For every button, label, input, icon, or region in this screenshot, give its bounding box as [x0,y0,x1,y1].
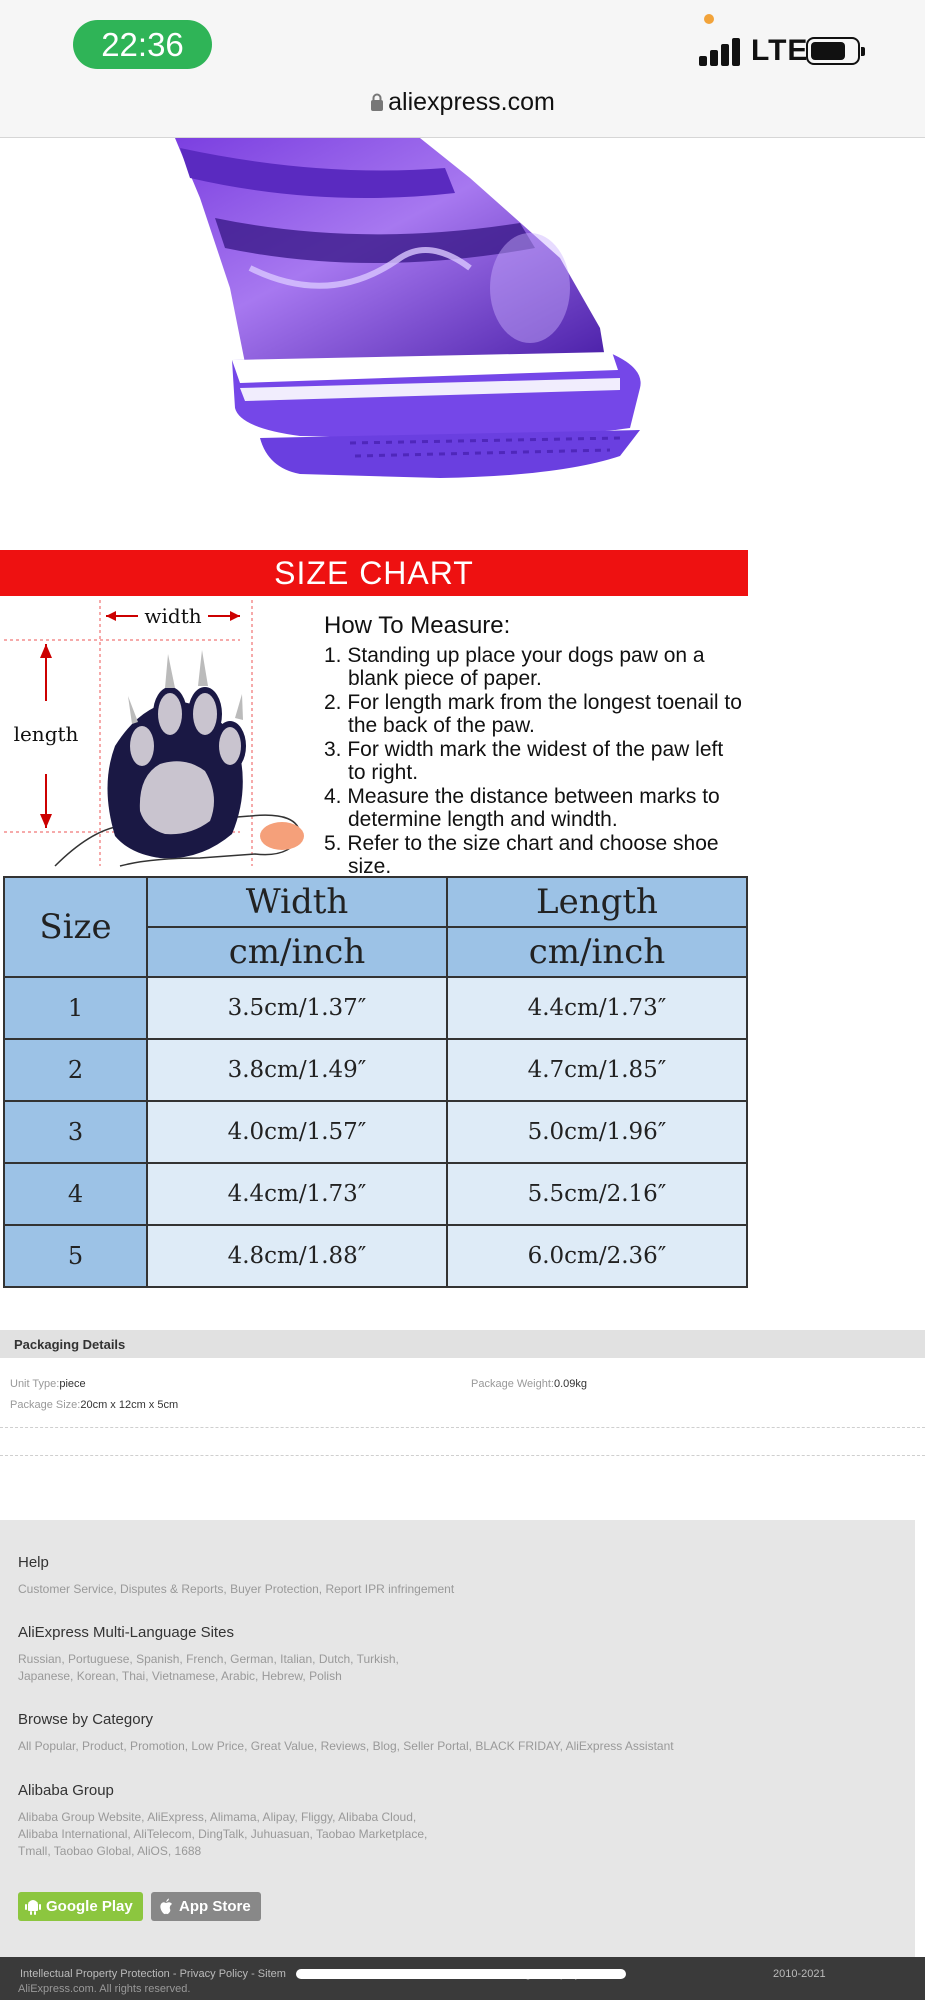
divider [0,1427,925,1428]
alibaba-links-1[interactable]: Alibaba Group Website, AliExpress, Alimama, Alipay, Fliggy, Alibaba Cloud, [18,1810,417,1824]
width-cell: 4.0cm/1.57″ [147,1101,447,1163]
package-weight-value: 0.09kg [553,1378,587,1390]
alibaba-title: Alibaba Group [18,1782,114,1799]
alibaba-links-2[interactable]: Alibaba International, AliTelecom, DingTalk, Juhuasuan, Taobao Marketplace, [18,1827,428,1841]
multilang-title: AliExpress Multi-Language Sites [18,1624,234,1641]
how-to-measure [324,614,744,879]
package-size-label: Package Size: [10,1399,81,1411]
width-cell: 4.8cm/1.88″ [147,1225,447,1287]
paw-diagram [0,596,320,876]
size-table [3,876,748,1288]
width-cell: 4.4cm/1.73″ [147,1163,447,1225]
multilang-links-1[interactable]: Russian, Portuguese, Spanish, French, German, Italian, Dutch, Turkish, [18,1652,399,1666]
multilang-links-2[interactable]: Japanese, Korean, Thai, Vietnamese, Arabic, Hebrew, Polish [18,1669,342,1683]
measure-step: 3. For width mark the widest of the paw left to right. [324,737,724,784]
google-play-label: Google Play [46,1898,133,1915]
lock-icon [370,93,384,111]
address-bar[interactable] [0,88,925,117]
unit-type [10,1378,86,1390]
site-footer [0,1520,915,1957]
size-cell: 2 [4,1039,147,1101]
width-cell: 3.8cm/1.49″ [147,1039,447,1101]
measure-step: 5. Refer to the size chart and choose shoe size. [324,831,719,878]
apple-icon [158,1898,174,1915]
url-text: aliexpress.com [388,88,555,116]
network-type: LTE [751,34,809,67]
width-cell: 3.5cm/1.37″ [147,977,447,1039]
packaging-header: Packaging Details [0,1330,925,1358]
category-links[interactable]: All Popular, Product, Promotion, Low Price, Great Value, Reviews, Blog, Seller Portal, BLACK FRIDAY, AliExpress Assistant [18,1739,674,1753]
size-chart-banner: SIZE CHART [0,550,748,596]
rights-text: AliExpress.com. All rights reserved. [18,1983,191,1995]
measure-step: 2. For length mark from the longest toenail to the back of the paw. [324,690,742,737]
length-cell: 4.4cm/1.73″ [447,977,747,1039]
width-header: Width [147,877,447,927]
home-indicator[interactable] [296,1969,626,1979]
app-store-button[interactable] [151,1892,261,1921]
product-image[interactable] [0,138,925,538]
width-label: width [144,604,202,628]
length-cell: 5.0cm/1.96″ [447,1101,747,1163]
width-unit: cm/inch [147,927,447,977]
table-row [4,1039,747,1101]
how-to-title: How To Measure: [324,612,511,639]
category-title: Browse by Category [18,1711,154,1728]
help-title: Help [18,1554,49,1571]
size-cell: 3 [4,1101,147,1163]
size-cell: 4 [4,1163,147,1225]
table-row [4,1163,747,1225]
table-row [4,1225,747,1287]
length-cell: 4.7cm/1.85″ [447,1039,747,1101]
package-size [10,1399,178,1411]
google-play-button[interactable] [18,1892,143,1921]
length-cell: 6.0cm/2.36″ [447,1225,747,1287]
size-cell: 5 [4,1225,147,1287]
clock: 22:36 [73,20,212,69]
measure-step: 4. Measure the distance between marks to determine length and windth. [324,784,720,831]
package-weight [471,1378,587,1390]
legal-links-text: Intellectual Property Protection - Privacy Policy - Sitem [20,1968,286,1980]
battery-icon [806,37,860,65]
app-store-label: App Store [179,1898,251,1915]
privacy-indicator-dot [704,14,714,24]
measure-instructions [0,596,748,876]
alibaba-links-3[interactable]: Tmall, Taobao Global, AliOS, 1688 [18,1844,202,1858]
size-chart [0,550,748,1288]
length-cell: 5.5cm/2.16″ [447,1163,747,1225]
android-icon [25,1898,41,1915]
package-size-value: 20cm x 12cm x 5cm [80,1399,179,1411]
table-row [4,977,747,1039]
length-header: Length [447,877,747,927]
package-weight-label: Package Weight: [471,1378,554,1390]
table-row [4,1101,747,1163]
size-cell: 1 [4,977,147,1039]
copyright-years: 2010-2021 [773,1968,826,1980]
help-links[interactable]: Customer Service, Disputes & Reports, Buyer Protection, Report IPR infringement [18,1582,455,1596]
measure-step: 1. Standing up place your dogs paw on a blank piece of paper. [324,643,705,690]
unit-type-label: Unit Type: [10,1378,60,1390]
length-label: length [13,722,79,746]
size-header: Size [4,877,147,977]
length-unit: cm/inch [447,927,747,977]
signal-icon [699,38,743,66]
unit-type-value: piece [59,1378,86,1390]
divider [0,1455,925,1456]
status-bar [0,0,925,138]
